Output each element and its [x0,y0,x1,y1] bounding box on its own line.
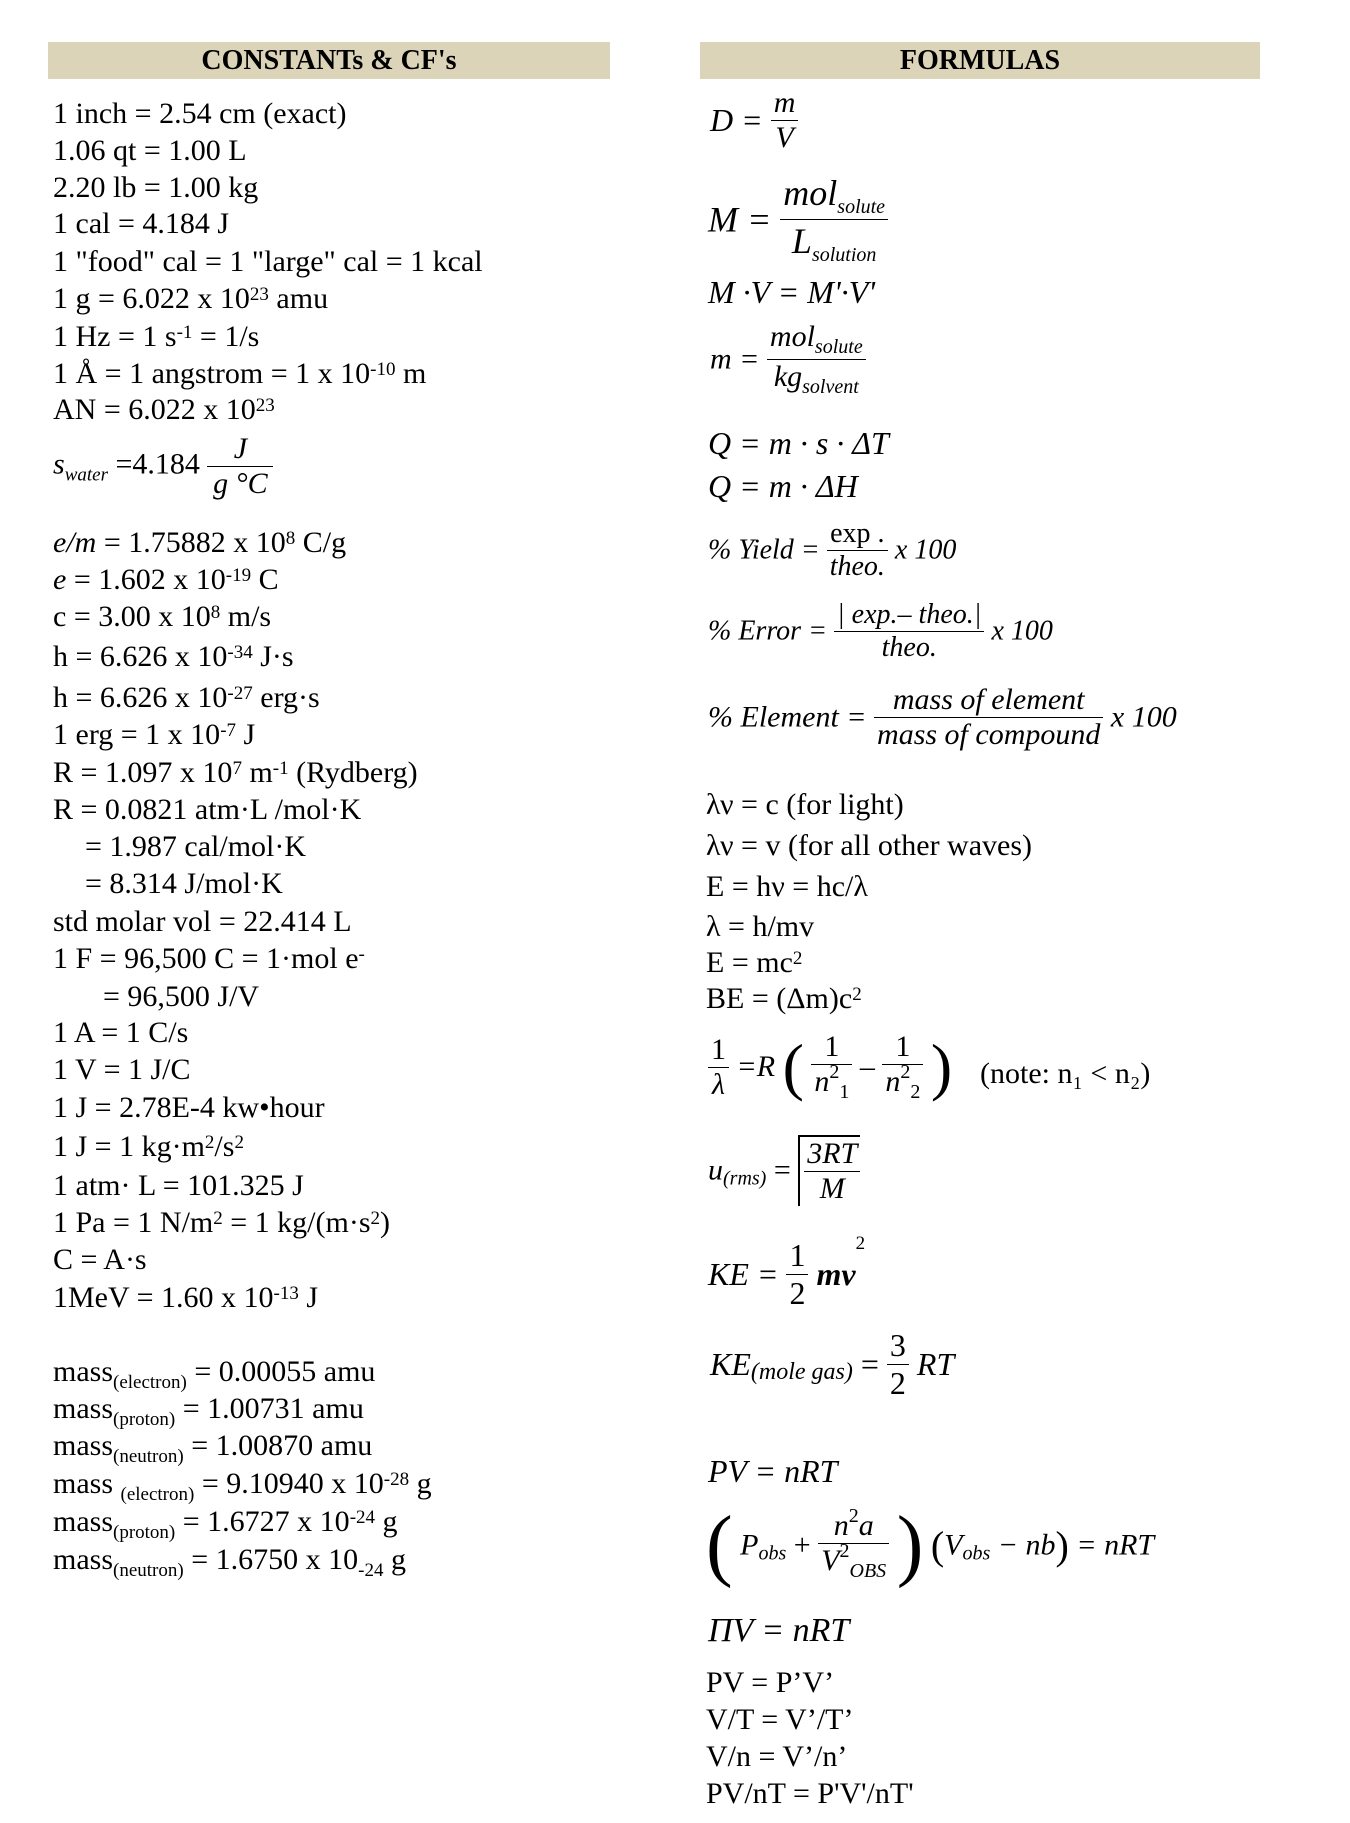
const-rydberg: R = 1.097 x $10^7$ $m^{-1}$ (Rydberg) [53,756,418,789]
const-gas-r-joule: = 8.314 J/mol·K [85,867,283,900]
rydberg-note: (note: n₁ < n₂) [980,1057,1151,1090]
mass-electron-g: mass $_{(electron)}$ = 9.10940 x $10^{-28}$ g [53,1467,432,1505]
formula-heat-specific: Q = m · s · ΔT [708,425,889,461]
const-atm-liter: 1 atm· L = 101.325 J [53,1169,304,1202]
formula-photon-energy: E = hν = hc/λ [706,870,868,903]
formula-rydberg: $\frac{1}{\lambda}$ =R ( $\frac{1}{n^2_1}$ – $\frac{1}{n^2_2}$ ) [708,1030,952,1104]
formula-avogadro: V/n = V’/n’ [706,1740,848,1773]
mass-neutron-g: mass$_{(neutron)}$ = 1.6750 x $10_{-24}$ g [53,1543,406,1581]
const-faraday: 1 F = 96,500 C = 1·mol e- [53,942,365,975]
const-faraday-jv: = 96,500 J/V [103,980,260,1013]
formula-boyle: PV = P’V’ [706,1666,835,1699]
formula-density: D = $\frac{m}{V}$ [710,86,798,155]
mass-proton-g: mass$_{(proton)}$ = 1.6727 x $10^{-24}$ g [53,1505,398,1543]
formula-rms-speed: $u_{(rms)}$ = $\frac{3RT}{M}$ [708,1135,860,1206]
formula-kinetic-energy-mole: $KE_{(mole gas)}$ = $\frac{3}{2}$ RT [710,1327,955,1401]
mass-neutron-amu: mass$_{(neutron)}$ = 1.00870 amu [53,1429,373,1467]
const-speed-of-light: c = 3.00 x $10^8$ m/s [53,600,272,633]
const-inch: 1 inch = 2.54 cm (exact) [53,97,347,130]
formula-heat-enthalpy: Q = m · ΔH [708,468,858,504]
const-volt: 1 V = 1 J/C [53,1053,191,1086]
const-ampere: 1 A = 1 C/s [53,1016,189,1049]
const-amu: 1 g = 6.022 x $10^{23}$ amu [53,282,329,315]
formula-molality: m = $\frac{mol_{solute}}{kg_{solvent}}$ [710,320,866,399]
const-cal: 1 cal = 4.184 J [53,207,230,240]
formula-percent-yield: % Yield = $\frac{\exp .}{\text{theo.}}$ x 100 [708,518,957,582]
const-food-cal: 1 "food" cal = 1 "large" cal = 1 kcal [53,245,483,278]
formula-molarity: M = $\frac{mol_{solute}}{L_{solution}}$ [708,172,888,267]
mass-electron-amu: mass$_{(electron)}$ = 0.00055 amu [53,1355,376,1393]
const-hz: 1 Hz = 1 $s^{-1} = 1/s$ [53,320,260,353]
const-angstrom: 1 Å = 1 angstrom = 1 x $10^{-10}$ m [53,357,427,390]
formula-wave-light: λν = c (for light) [706,788,904,821]
formula-kinetic-energy: KE = $\frac{1}{2}$ $mv^2$ [708,1233,866,1311]
const-electron-charge: e = 1.602 x $10^{-19}$ C [53,563,279,596]
const-mev: 1MeV = 1.60 x $10^{-13}$ J [53,1281,319,1314]
const-pascal: 1 Pa = 1 $N/m^2 = 1$ $kg/(m\cdot s^2)$ [53,1206,391,1239]
const-specific-heat: $s_{water} =4.184$ $\frac{J}{g ^\circ C}$ [53,432,273,501]
const-qt: 1.06 qt = 1.00 L [53,134,247,167]
formula-percent-error: % Error = $\frac{\text{| exp.– theo.|}}{\text{theo.}}$ x 100 [708,599,1053,663]
const-coulomb: C = A·s [53,1243,147,1276]
formula-combined-gas: PV/nT = P'V'/nT' [706,1777,914,1810]
formula-binding-energy: BE = $(\Delta m)c^2$ [706,982,862,1015]
mass-proton-amu: mass$_{(proton)}$ = 1.00731 amu [53,1392,364,1430]
const-lb: 2.20 lb = 1.00 kg [53,171,259,204]
formula-van-der-waals: ( $P_{obs}$ + $\frac{n^2a}{V^2_{OBS}}$ ) $(V_{obs} - nb)$ = nRT [706,1501,1155,1589]
const-joule: 1 J = 1 $kg\cdot m^2/s^2$ [53,1130,244,1163]
const-avogadro: AN = 6.022 x $10^{23}$ [53,393,275,426]
formula-ideal-gas: PV = nRT [708,1453,838,1489]
const-gas-r-cal: = 1.987 cal/mol·K [85,830,307,863]
const-erg: 1 erg = 1 x $10^{-7}$ J [53,718,256,751]
const-planck-erg: h = 6.626 x $10^{-27}$ erg·s [53,681,320,714]
formula-percent-element: % Element = $\frac{\text{mass of element}}{\text{mass of compound}}$ x 100 [708,683,1177,751]
formula-dilution: M ·V = M'·V' [708,274,876,310]
formula-de-broglie: λ = h/mv [706,910,815,943]
formulas-header: FORMULAS [700,42,1260,79]
formula-wave-other: λν = v (for all other waves) [706,829,1033,862]
formula-mass-energy: $E = mc^2$ [706,946,803,979]
const-molar-volume: std molar vol = 22.414 L [53,905,352,938]
formula-charles: V/T = V’/T’ [706,1703,854,1736]
formula-osmotic: ΠV = nRT [708,1612,850,1649]
constants-header: CONSTANTs & CF's [48,42,610,79]
const-planck-js: h = 6.626 x $10^{-34}$ J·s [53,640,294,673]
const-kwh: 1 J = 2.78E-4 kw•hour [53,1091,325,1124]
const-e-over-m: e/m = 1.75882 x $10^8$ C/g [53,526,347,559]
const-gas-r-atm: R = 0.0821 atm·L /mol·K [53,793,362,826]
